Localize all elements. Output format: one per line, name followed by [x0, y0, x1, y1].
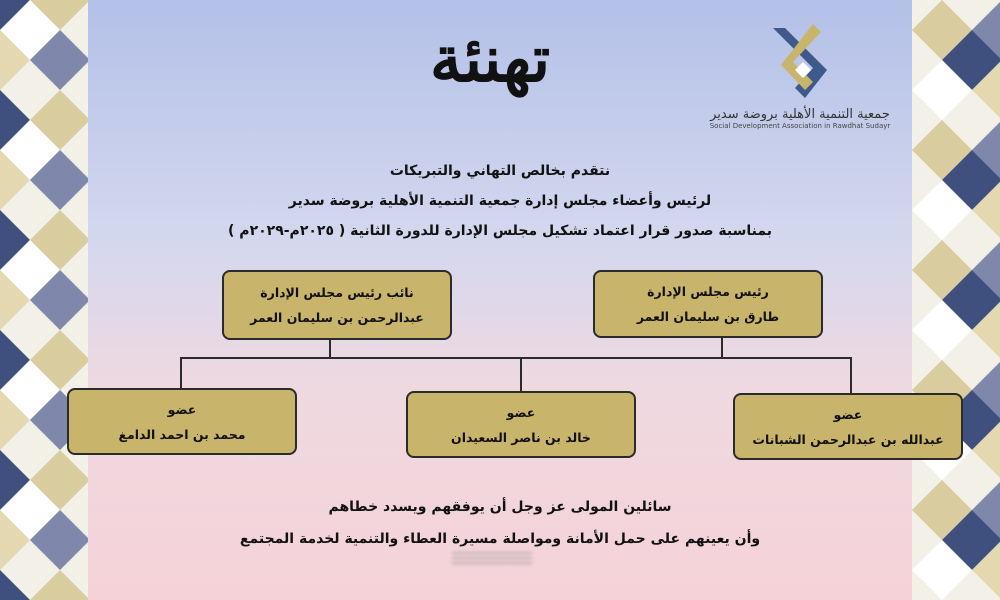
logo-name-english: Social Development Association in Rawdhat Sudayr	[709, 122, 891, 130]
intro-line-3: بمناسبة صدور قرار اعتماد تشكيل مجلس الإدارة للدورة الثانية ( ٢٠٢٥م-٢٠٢٩م )	[228, 223, 772, 239]
association-logo-mark	[765, 20, 835, 105]
connector-line	[721, 336, 723, 358]
chair-name: طارق بن سليمان العمر	[636, 309, 780, 324]
member-name: خالد بن ناصر السعيدان	[451, 429, 591, 445]
member-box	[733, 393, 963, 460]
vice-chair-name: عبدالرحمن بن سليمان العمر	[250, 310, 424, 325]
connector-line	[520, 357, 522, 392]
closing-line-2: وأن يعينهم على حمل الأمانة ومواصلة مسيرة العطاء والتنمية لخدمة المجتمع	[239, 531, 761, 547]
intro-line-1: نتقدم بخالص التهاني والتبريكات	[389, 163, 611, 179]
connector-line	[850, 357, 852, 394]
chair-box	[593, 270, 823, 338]
blurred-signature	[452, 552, 532, 564]
vice-chair-role: نائب رئيس مجلس الإدارة	[260, 285, 414, 300]
member-box	[406, 391, 636, 458]
chair-role: رئيس مجلس الإدارة	[647, 284, 769, 299]
intro-line-2: لرئيس وأعضاء مجلس إدارة جمعية التنمية الأهلية بروضة سدير	[288, 193, 712, 209]
logo	[700, 20, 900, 130]
connector-line	[329, 338, 331, 358]
member-role: عضو	[167, 401, 197, 417]
member-name: محمد بن احمد الدامغ	[118, 426, 246, 442]
member-name: عبدالله بن عبدالرحمن الشبانات	[752, 431, 944, 447]
vice-chair-box	[222, 270, 452, 340]
org-connector	[180, 357, 852, 359]
page-title: تهنئة	[429, 22, 551, 97]
connector-line	[180, 357, 182, 390]
logo-name-arabic: جمعية التنمية الأهلية بروضة سدير	[710, 107, 890, 122]
member-box	[67, 388, 297, 455]
closing-line-1: سائلين المولى عز وجل أن يوفقهم ويسدد خطاهم	[328, 499, 672, 515]
member-role: عضو	[506, 404, 536, 420]
member-role: عضو	[833, 406, 863, 422]
